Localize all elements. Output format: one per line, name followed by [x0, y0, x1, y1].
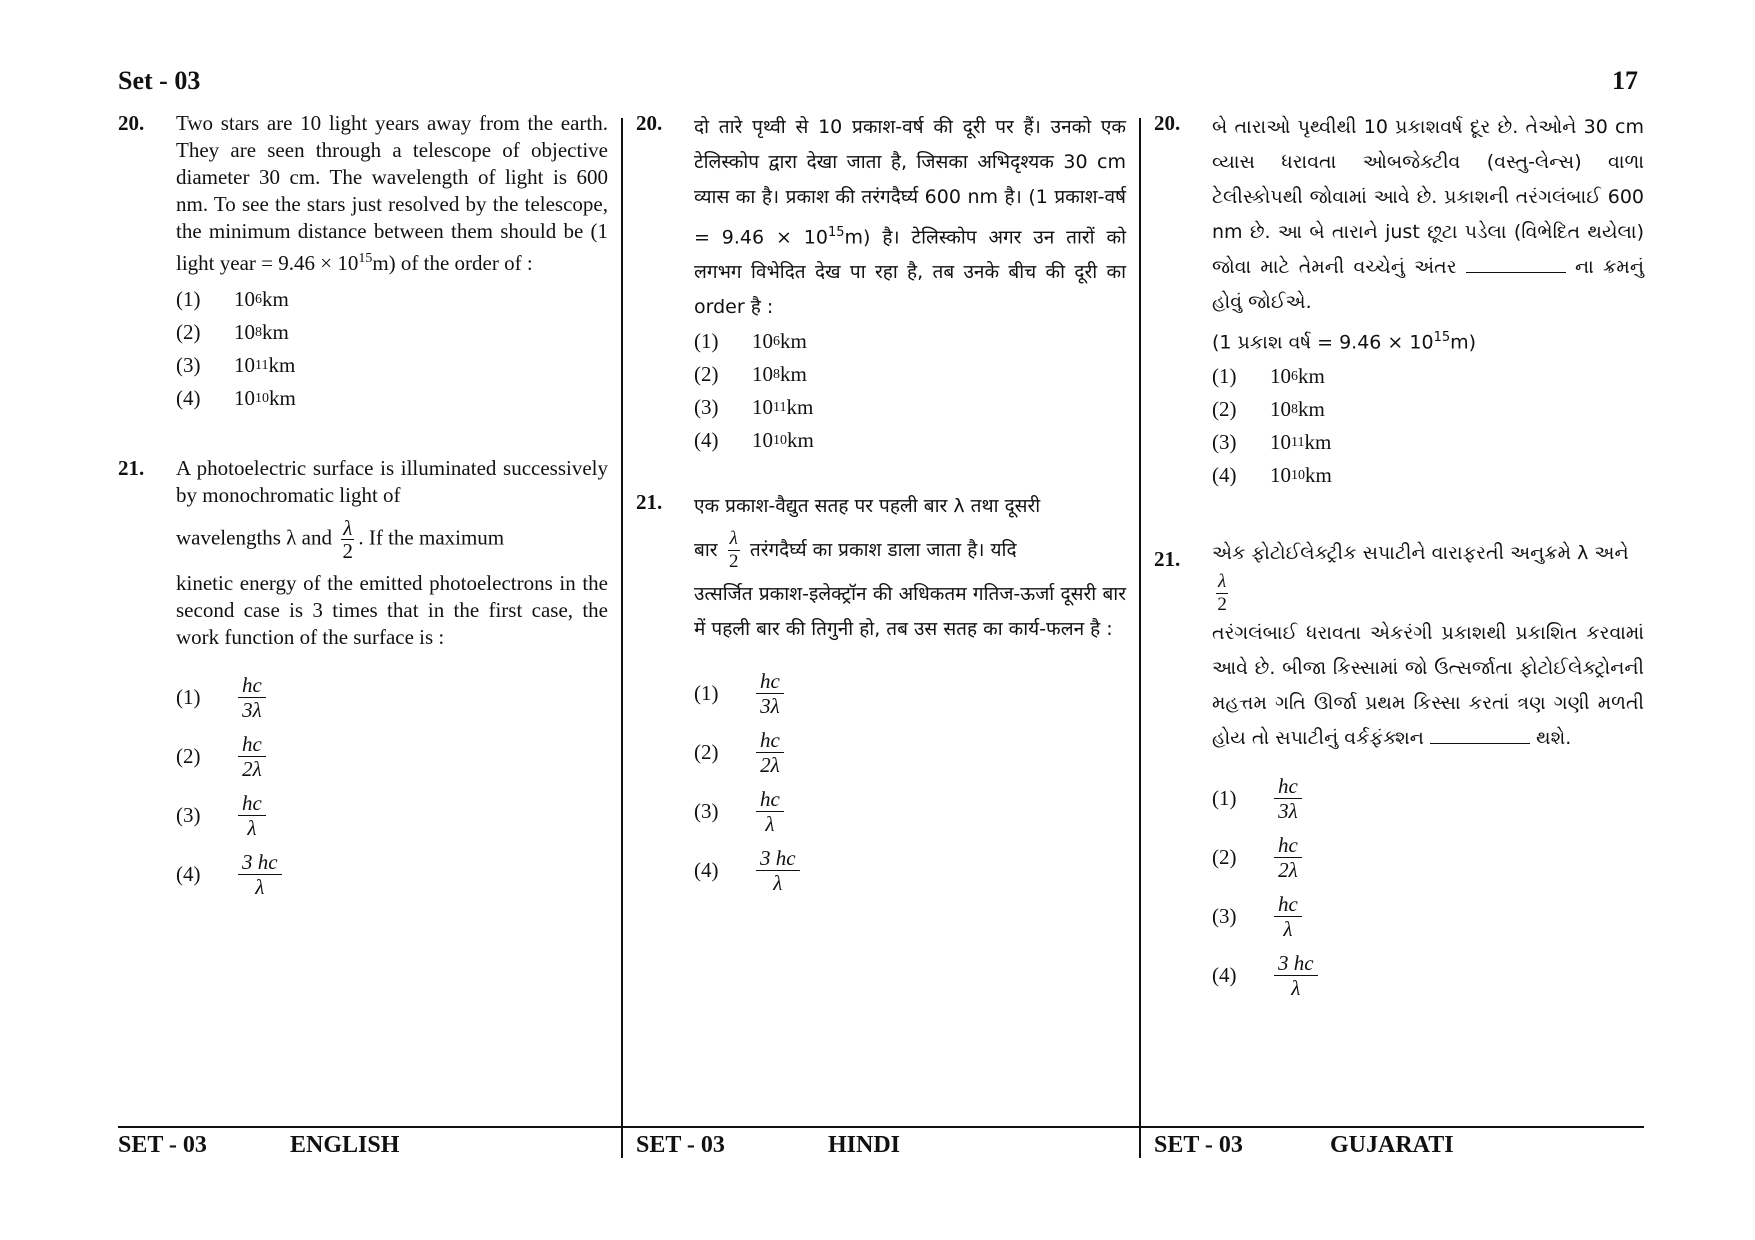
option-1: (1) 10 6 km	[694, 329, 807, 354]
footer-gujarati-lang: GUJARATI	[1330, 1132, 1454, 1158]
footer-english-set: SET - 03	[118, 1132, 207, 1158]
gujarati-column	[1154, 110, 1644, 1010]
question-number: 20.	[636, 111, 663, 135]
option-1: (1) 10 6 km	[176, 287, 289, 311]
option-3: (3) 10 11 km	[694, 395, 814, 420]
footer-rule	[118, 1126, 1644, 1128]
question-21-english	[118, 455, 608, 899]
question-number: 20.	[118, 111, 145, 135]
footer-hindi-set: SET - 03	[636, 1132, 725, 1158]
option-2: (2) $\frac{hc}{2\lambda}$	[1212, 833, 1644, 882]
option-2: (2) 10 8 km	[1212, 397, 1325, 422]
option-1: (1) $\frac{hc}{3\lambda}$	[176, 673, 608, 722]
question-20-english	[118, 110, 608, 415]
question-text-a: एक प्रकाश-वैद्युत सतह पर पहली बार λ तथा दूसरी	[694, 495, 1041, 518]
set-label: Set - 03	[118, 66, 201, 95]
option-3: (3) $\frac{hc}{\lambda}$	[694, 787, 1126, 836]
option-2: (2) 10 8 km	[694, 362, 807, 387]
question-text-a: એક ફોટોઈલેક્ટ્રીક સપાટીને વારાફરતી અનુક્રમે λ અને $\frac{\lambda}{2}$	[1212, 542, 1629, 616]
question-number: 21.	[118, 456, 145, 480]
option-3: (3) $\frac{hc}{\lambda}$	[1212, 892, 1644, 941]
page-number: 17	[1612, 66, 1638, 95]
option-1: (1) $\frac{hc}{3\lambda}$	[694, 669, 1126, 718]
light-year-note: (1 પ્રકાશ વર્ષ = $9.46 \times 10^{15}m$)	[1212, 330, 1477, 354]
column-divider-1	[621, 118, 623, 1158]
question-text-b: wavelengths λ and $\frac{\lambda}{2}$ . If the maximum	[176, 516, 505, 563]
option-1: (1) 10 6 km	[1212, 364, 1325, 389]
answer-blank	[1430, 727, 1530, 744]
question-text-a: A photoelectric surface is illuminated successively by monochromatic light of	[176, 456, 608, 507]
option-2: (2) $\frac{hc}{2\lambda}$	[176, 732, 608, 781]
lambda-over-2-fraction: $\frac{\lambda}{2}$	[728, 528, 739, 573]
footer-hindi-lang: HINDI	[828, 1132, 901, 1158]
option-3: (3) $\frac{hc}{\lambda}$	[176, 791, 608, 840]
option-4: (4) $\frac{3 hc}{\lambda}$	[1212, 951, 1644, 1000]
option-4: (4) $\frac{3 hc}{\lambda}$	[694, 846, 1126, 895]
option-4: (4) 10 10 km	[176, 386, 296, 410]
option-3: (3) 10 11 km	[1212, 430, 1332, 455]
question-text-b: बार $\frac{\lambda}{2}$ तरंगदैर्घ्य का प्रकाश डाला जाता है। यदि	[694, 528, 1017, 573]
question-text: બે તારાઓ પૃથ્વીથી 10 પ્રકાશવર્ષ દૂર છે. તેઓને 30 cm વ્યાસ ધરાવતા ઓબજેક્ટીવ (વસ્તુ-લેન્સ) વાળા ટેલીસ્કોપથી જોવામાં આવે છે. પ્રકાશની તરંગલંબાઈ 600 nm છે. આ બે તારાને just છૂટા પડેલા (વિભેદિત થયેલા) જોવા માટે તેમની વચ્ચેનું અંતર ના ક્રમનું હોવું જોઈએ.	[1212, 116, 1644, 313]
lambda-over-2-fraction: $\frac{\lambda}{2}$	[342, 516, 354, 563]
question-20-hindi	[636, 110, 1126, 457]
question-text: दो तारे पृथ्वी से 10 प्रकाश-वर्ष की दूरी पर हैं। उनको एक टेलिस्कोप द्वारा देखा जाता है, जिसका अभिदृश्यक 30 cm व्यास का है। प्रकाश की तरंगदैर्घ्य 600 nm है। (1 प्रकाश-वर्ष = $9.46 \times 10^{15}m$) है। टेलिस्कोप अगर उन तारों को लगभग विभेदित देख पा रहा है, तब उनके बीच की दूरी का order है :	[694, 116, 1126, 319]
question-number: 21.	[636, 490, 663, 515]
option-4: (4) 10 10 km	[1212, 463, 1332, 488]
question-21-gujarati	[1154, 536, 1644, 1000]
question-text-d: उत्सर्जित प्रकाश-इलेक्ट्रॉन की अधिकतम गतिज-ऊर्जा दूसरी बार में पहली बार की तिगुनी हो, तब उस सतह का कार्य-फलन है :	[694, 583, 1126, 641]
option-4: (4) $\frac{3 hc}{\lambda}$	[176, 850, 608, 899]
hindi-column	[636, 110, 1126, 905]
option-1: (1) $\frac{hc}{3\lambda}$	[1212, 774, 1644, 823]
option-4: (4) 10 10 km	[694, 428, 814, 453]
question-number: 21.	[1154, 547, 1181, 572]
english-column	[118, 110, 608, 909]
footer-gujarati-set: SET - 03	[1154, 1132, 1243, 1158]
question-number: 20.	[1154, 111, 1181, 135]
lambda-over-2-fraction: $\frac{\lambda}{2}$	[1217, 571, 1227, 616]
question-text-d: તરંગલંબાઈ ધરાવતા એકરંગી પ્રકાશથી પ્રકાશિત કરવામાં આવે છે. બીજા કિસ્સામાં જો ઉત્સર્જાતા ફોટોઈલેક્ટ્રોનની મહત્તમ ગતિ ઊર્જા પ્રથમ કિસ્સા કરતાં ત્રણ ગણી મળતી હોય તો સપાટીનું વર્કફંક્શન થશે.	[1212, 622, 1644, 750]
question-21-hindi	[636, 489, 1126, 895]
column-divider-2	[1139, 118, 1141, 1158]
question-text: Two stars are 10 light years away from the earth. They are seen through a telescope of objective diameter 30 cm. The wavelength of light is 600 nm. To see the stars just resolved by the telescope, the minimum distance between them should be (1 light year = $9.46 \times 10^{15}m$) of the order of :	[176, 111, 608, 275]
answer-blank	[1466, 256, 1566, 273]
option-2: (2) $\frac{hc}{2\lambda}$	[694, 728, 1126, 777]
footer-english-lang: ENGLISH	[290, 1132, 400, 1158]
question-text-d: kinetic energy of the emitted photoelectrons in the second case is 3 times that in the first case, the work function of the surface is :	[176, 571, 608, 649]
option-3: (3) 10 11 km	[176, 353, 296, 377]
option-2: (2) 10 8 km	[176, 320, 289, 344]
question-20-gujarati	[1154, 110, 1644, 492]
